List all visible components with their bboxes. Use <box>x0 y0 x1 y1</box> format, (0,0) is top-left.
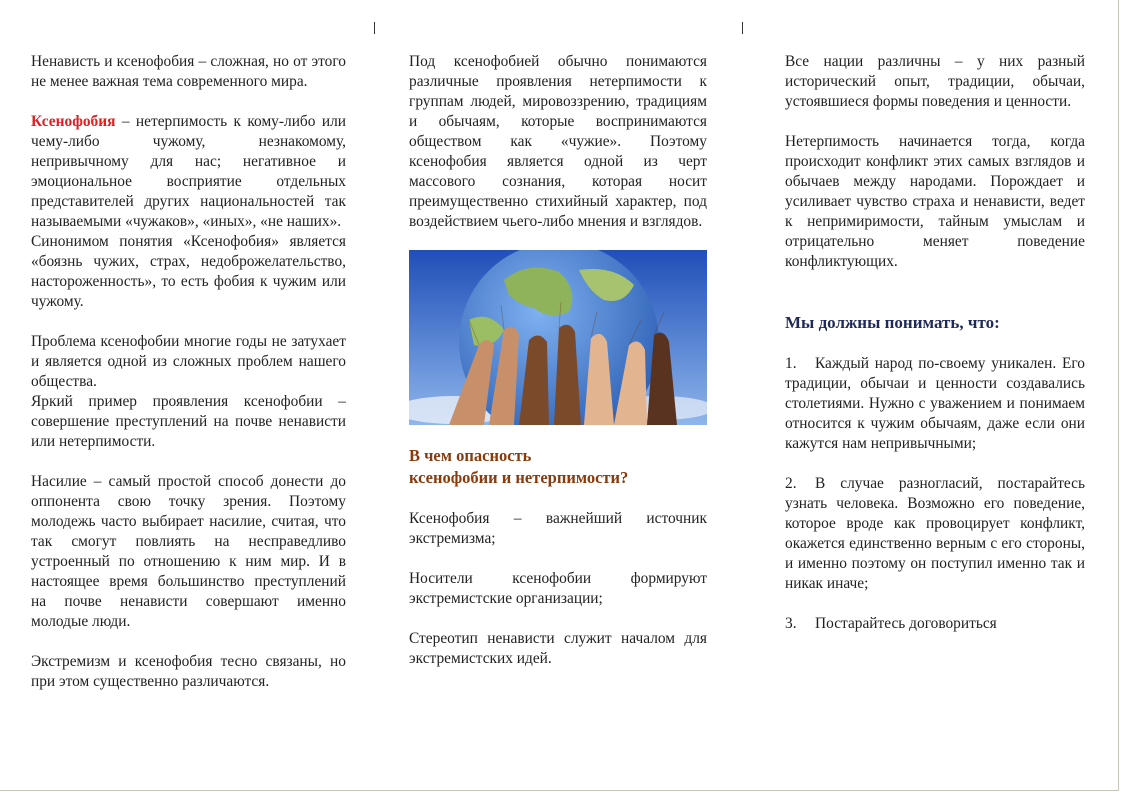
globe-hands-image <box>409 250 707 425</box>
list-text: Постарайтесь договориться <box>815 615 997 632</box>
synonym-paragraph: Синонимом понятия «Ксенофобия» является «боязнь чужих, страх, недоброжелательство, настороженность», то есть фобия к чужим или чужому. <box>31 233 346 310</box>
term-definition: – нетерпимость к кому-либо или чему-либо чужому, незнакомому, непривычному для нас; негативное и эмоциональное восприятие отдельных представителей других национальностей так называемыми «чужаков», «иных», «не наших». <box>31 113 346 230</box>
problem-paragraph: Проблема ксенофобии многие годы не затухает и является одной из сложных проблем нашего общества. <box>31 333 346 390</box>
principles-list <box>785 354 1085 634</box>
list-number: 1. <box>785 355 797 372</box>
right-column <box>785 52 1085 634</box>
list-item <box>785 354 1085 454</box>
list-text: В случае разногласий, постарайтесь узнать человека. Возможно его поведение, которое вроде как провоцирует конфликт, окажется единственно верным с его стороны, и именно поэтому он поступил именно так и никак иначе; <box>785 475 1085 592</box>
list-item <box>785 614 1085 634</box>
intro-paragraph: Ненависть и ксенофобия – сложная, но от этого не менее важная тема современного мира. <box>31 53 346 90</box>
violence-paragraph: Насилие – самый простой способ донести до оппонента свою точку зрения. Поэтому молодежь часто выбирает насилие, считая, что так смогут повлиять на несправедливо устроенный по отношению к ним мир. И в настоящее время большинство преступлений на почве ненависти совершают именно молодые люди. <box>31 473 346 630</box>
left-column <box>31 52 346 692</box>
fold-mark-left <box>374 22 375 34</box>
understand-heading: Мы должны понимать, что: <box>785 313 1000 332</box>
middle-column <box>409 52 707 669</box>
definition-paragraph <box>31 112 346 232</box>
danger-point-1: Ксенофобия – важнейший источник экстремизма; <box>409 510 707 547</box>
term-xenophobia: Ксенофобия <box>31 113 116 130</box>
nations-paragraph: Все нации различны – у них разный исторический опыт, традиции, обычаи, устоявшиеся формы поведения и ценности. <box>785 53 1085 110</box>
danger-heading-line2: ксенофобии и нетерпимости? <box>409 468 629 487</box>
list-number: 3. <box>785 615 797 632</box>
extremism-paragraph: Экстремизм и ксенофобия тесно связаны, но при этом существенно различаются. <box>31 653 346 690</box>
danger-point-2: Носители ксенофобии формируют экстремистские организации; <box>409 570 707 607</box>
fold-mark-right <box>742 22 743 34</box>
danger-point-3: Стереотип ненависти служит началом для экстремистских идей. <box>409 630 707 667</box>
understanding-paragraph: Под ксенофобией обычно понимаются различные проявления нетерпимости к группам людей, мировоззрению, традициям и обычаям, которые воспринимаются обществом как «чужие». Поэтому ксенофобия является одной из черт массового сознания, которая носит преимущественно стихийный характер, под воздействием чьего-либо мнения и взглядов. <box>409 53 707 230</box>
danger-heading-line1: В чем опасность <box>409 446 532 465</box>
list-item <box>785 474 1085 594</box>
list-text: Каждый народ по-своему уникален. Его традиции, обычаи и ценности создавались столетиями. Нужно с уважением и понимаем относится к чужим обычаям, даже если они кажутся нам непривычными; <box>785 355 1085 452</box>
list-number: 2. <box>785 475 797 492</box>
example-paragraph: Яркий пример проявления ксенофобии – совершение преступлений на почве ненависти или нетерпимости. <box>31 393 346 450</box>
intolerance-paragraph: Нетерпимость начинается тогда, когда происходит конфликт этих самых взглядов и обычаев между народами. Порождает и усиливает чувство страха и ненависти, ведет к непримиримости, тайным умыслам и отрицательно меняет поведение конфликтующих. <box>785 133 1085 270</box>
